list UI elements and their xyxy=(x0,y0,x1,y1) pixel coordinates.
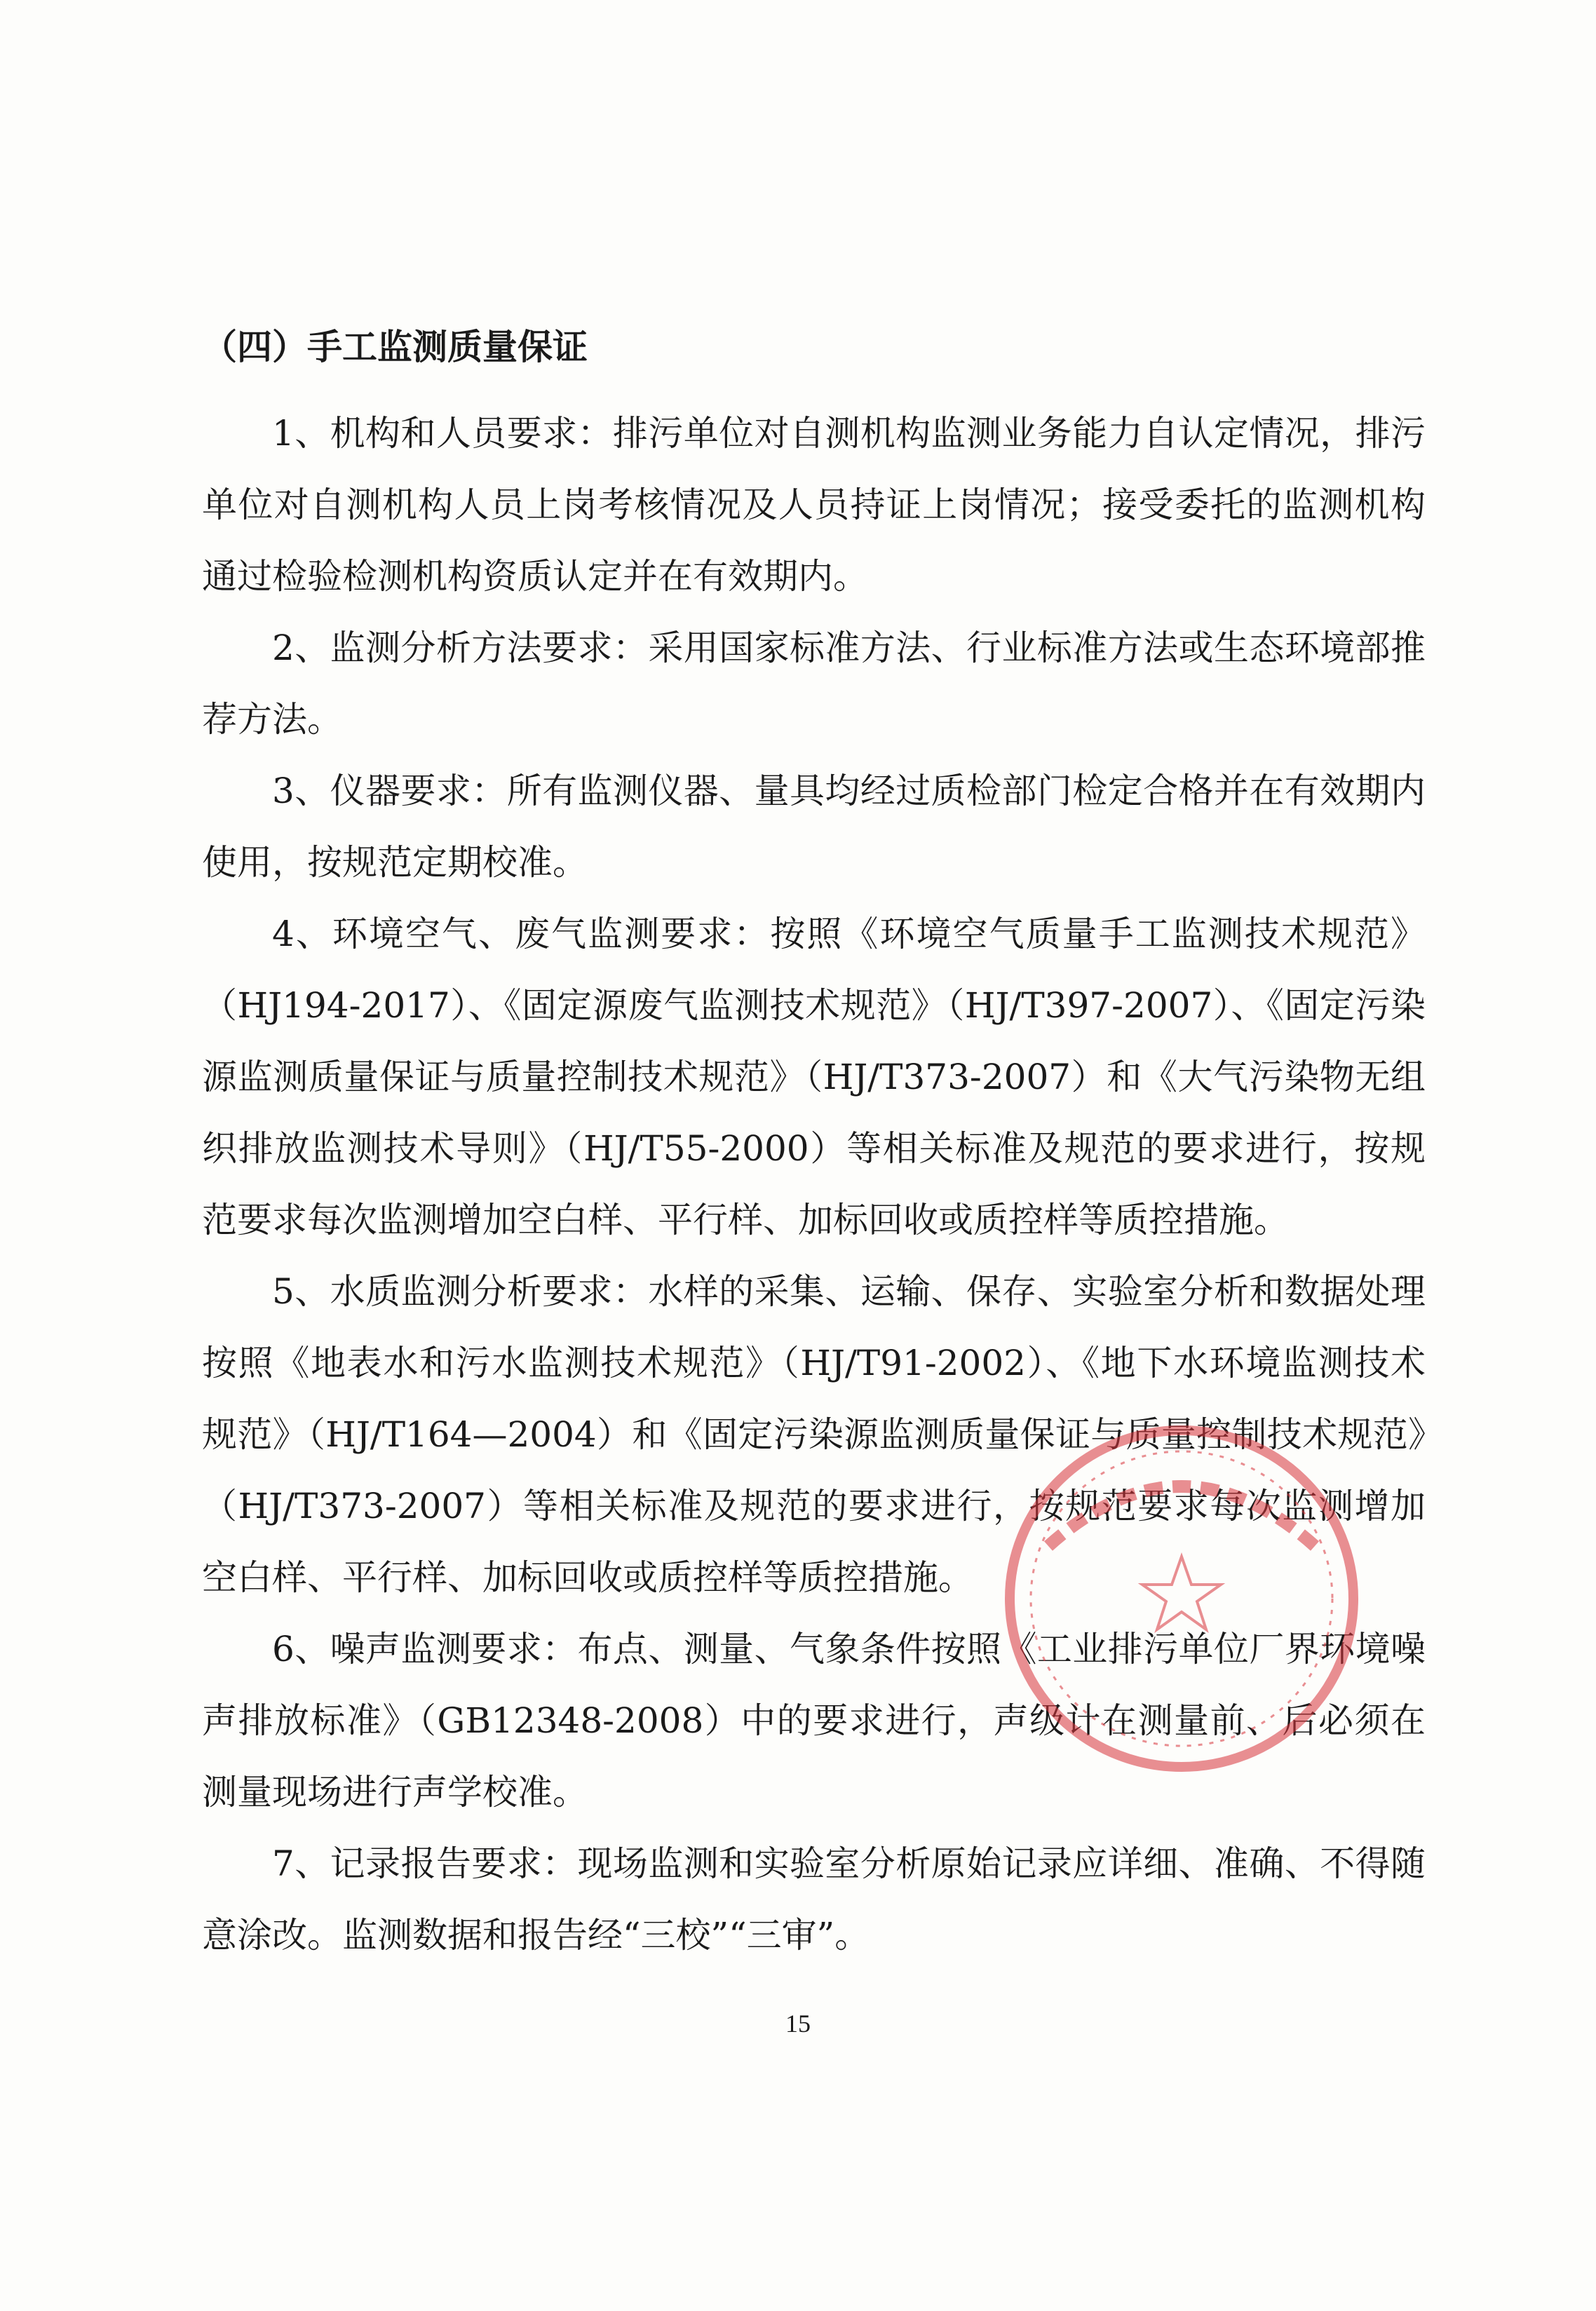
paragraph-noise-monitoring-requirements: 6、噪声监测要求：布点、测量、气象条件按照《工业排污单位厂界环境噪声排放标准》（GB12348-2008）中的要求进行，声级计在测量前、后必须在测量现场进行声学校准。 xyxy=(202,1629,1426,1812)
paragraph-record-report-requirements: 7、记录报告要求：现场监测和实验室分析原始记录应详细、准确、不得随意涂改。监测数据和报告经“三校”“三审”。 xyxy=(202,1843,1426,1956)
paragraph-method-requirements: 2、监测分析方法要求：采用国家标准方法、行业标准方法或生态环境部推荐方法。 xyxy=(202,628,1426,740)
paragraph-instrument-requirements: 3、仪器要求：所有监测仪器、量具均经过质检部门检定合格并在有效期内使用，按规范定期校准。 xyxy=(202,771,1426,883)
document-body xyxy=(202,319,1426,1971)
paragraph-water-monitoring-requirements: 5、水质监测分析要求：水样的采集、运输、保存、实验室分析和数据处理按照《地表水和污水监测技术规范》（HJ/T91-2002）、《地下水环境监测技术规范》（HJ/T164—2004）和《固定污染源监测质量保证与质量控制技术规范》（HJ/T373-2007）等相关标准及规范的要求进行，按规范要求每次监测增加空白样、平行样、加标回收或质控样等质控措施。 xyxy=(202,1271,1426,1598)
section-heading: （四）手工监测质量保证 xyxy=(202,326,588,367)
paragraph-personnel-requirements: 1、机构和人员要求：排污单位对自测机构监测业务能力自认定情况，排污单位对自测机构人员上岗考核情况及人员持证上岗情况；接受委托的监测机构通过检验检测机构资质认定并在有效期内。 xyxy=(202,413,1426,597)
paragraph-air-monitoring-requirements: 4、环境空气、废气监测要求：按照《环境空气质量手工监测技术规范》（HJ194-2017）、《固定源废气监测技术规范》（HJ/T397-2007）、《固定污染源监测质量保证与质量控制技术规范》（HJ/T373-2007）和《大气污染物无组织排放监测技术导则》（HJ/T55-2000）等相关标准及规范的要求进行，按规范要求每次监测增加空白样、平行样、加标回收或质控样等质控措施。 xyxy=(202,914,1426,1240)
page-number: 15 xyxy=(785,2010,811,2038)
